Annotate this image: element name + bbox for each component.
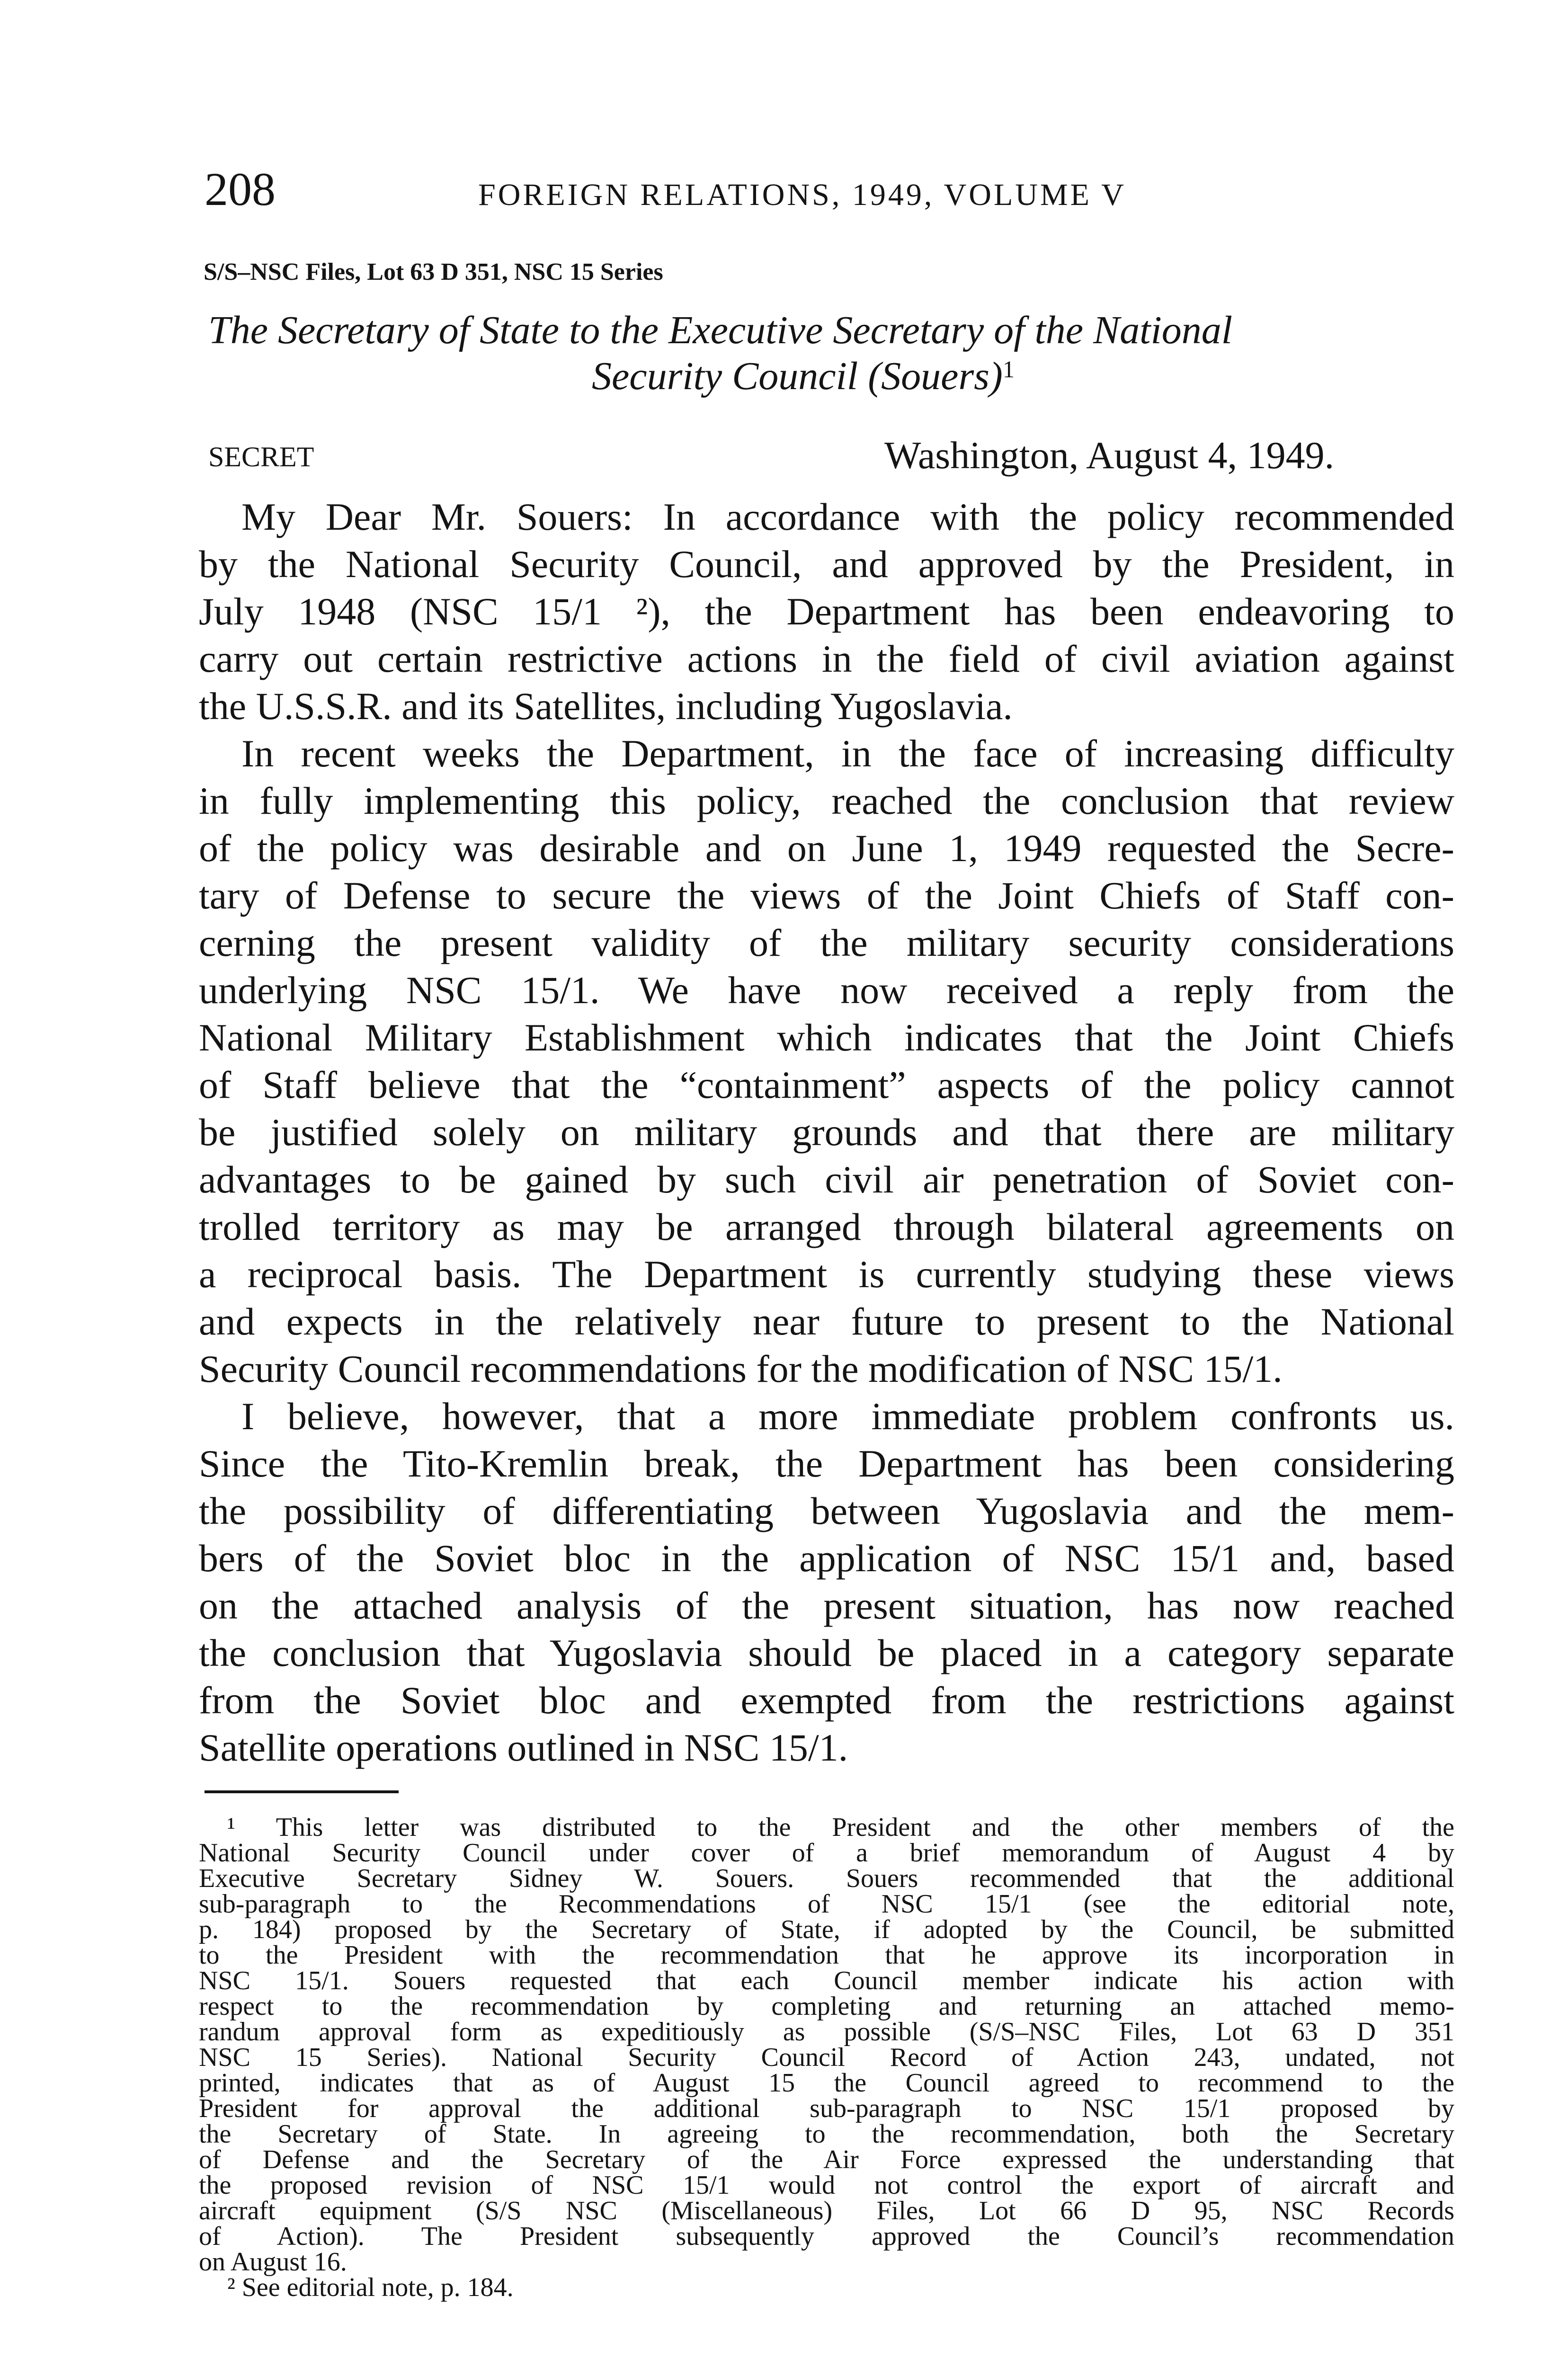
footnote-line: NSC 15 Series). National Security Council Record of Action 243, undated, not [199, 2043, 1454, 2072]
body-line: trolled territory as may be arranged through bilateral agreements on [199, 1205, 1454, 1248]
body-text [199, 493, 1454, 1771]
body-line: be justified solely on military grounds and that there are military [199, 1111, 1454, 1154]
footnote-line: p. 184) proposed by the Secretary of State, if adopted by the Council, be submitted [199, 1915, 1454, 1944]
footnote-line: printed, indicates that as of August 15 the Council agreed to recommend to the [199, 2068, 1454, 2098]
body-line: July 1948 (NSC 15/1 ²), the Department has been endeavoring to [199, 590, 1454, 633]
footnote-line: of Action). The President subsequently approved the Council’s recommendation [199, 2222, 1454, 2251]
footnote-line: randum approval form as expeditiously as possible (S/S–NSC Files, Lot 63 D 351 [199, 2017, 1454, 2047]
footnote-line: aircraft equipment (S/S NSC (Miscellaneous) Files, Lot 66 D 95, NSC Records [199, 2196, 1454, 2225]
body-line: My Dear Mr. Souers: In accordance with the policy recommended [241, 495, 1454, 538]
footnote-line: the Secretary of State. In agreeing to the recommendation, both the Secretary [199, 2119, 1454, 2149]
footnote-line: to the President with the recommendation that he approve its incorporation in [199, 1940, 1454, 1970]
body-line: on the attached analysis of the present situation, has now reached [199, 1584, 1454, 1627]
body-line: in fully implementing this policy, reached the conclusion that review [199, 779, 1454, 822]
body-line: In recent weeks the Department, in the face of increasing difficulty [241, 732, 1454, 775]
body-line: tary of Defense to secure the views of the Joint Chiefs of Staff con- [199, 874, 1454, 917]
footnote-line: ² See editorial note, p. 184. [227, 2273, 514, 2302]
body-line: of the policy was desirable and on June 1, 1949 requested the Secre- [199, 827, 1454, 870]
footnotes [199, 1815, 1454, 2300]
footnote-rule [205, 1790, 399, 1793]
footnote-line: sub-paragraph to the Recommendations of NSC 15/1 (see the editorial note, [199, 1889, 1454, 1919]
body-line: of Staff believe that the “containment” aspects of the policy cannot [199, 1063, 1454, 1106]
footnote-line: NSC 15/1. Souers requested that each Council member indicate his action with [199, 1966, 1454, 1995]
body-line: the U.S.S.R. and its Satellites, including Yugoslavia. [199, 685, 1013, 728]
body-line: the possibility of differentiating between Yugoslavia and the mem- [199, 1489, 1454, 1532]
body-line: National Military Establishment which indicates that the Joint Chiefs [199, 1016, 1454, 1059]
page-number: 208 [205, 163, 276, 215]
doc-title-line-2-text: Security Council (Souers) [592, 354, 1003, 398]
footnote-line: ¹ This letter was distributed to the President and the other members of the [227, 1813, 1454, 1842]
footnote-line: National Security Council under cover of a brief memorandum of August 4 by [199, 1838, 1454, 1868]
doc-title-line-1: The Secretary of State to the Executive Secretary of the National [208, 308, 1233, 352]
body-line: Security Council recommendations for the modification of NSC 15/1. [199, 1347, 1283, 1390]
dateline: Washington, August 4, 1949. [884, 434, 1335, 477]
classification: SECRET [208, 441, 314, 472]
running-title: FOREIGN RELATIONS, 1949, VOLUME V [478, 178, 1126, 212]
doc-title-line-2 [592, 353, 1015, 400]
footnote-ref-1: 1 [1002, 356, 1015, 383]
body-line: the conclusion that Yugoslavia should be placed in a category separate [199, 1631, 1454, 1674]
body-line: bers of the Soviet bloc in the application of NSC 15/1 and, based [199, 1537, 1454, 1580]
body-line: carry out certain restrictive actions in the field of civil aviation against [199, 637, 1454, 680]
body-line: underlying NSC 15/1. We have now received a reply from the [199, 969, 1454, 1012]
source-note: S/S–NSC Files, Lot 63 D 351, NSC 15 Series [204, 258, 663, 285]
footnote-line: the proposed revision of NSC 15/1 would not control the export of aircraft and [199, 2171, 1454, 2200]
footnote-line: President for approval the additional sub-paragraph to NSC 15/1 proposed by [199, 2094, 1454, 2123]
body-line: Since the Tito-Kremlin break, the Department has been considering [199, 1442, 1454, 1485]
body-line: cerning the present validity of the military security considerations [199, 921, 1454, 964]
body-line: Satellite operations outlined in NSC 15/1. [199, 1726, 848, 1769]
footnote-line: respect to the recommendation by completing and returning an attached memo- [199, 1992, 1454, 2021]
body-line: I believe, however, that a more immediate problem confronts us. [241, 1395, 1454, 1438]
footnote-line: of Defense and the Secretary of the Air Force expressed the understanding that [199, 2145, 1454, 2174]
body-line: a reciprocal basis. The Department is currently studying these views [199, 1253, 1454, 1296]
body-line: from the Soviet bloc and exempted from the restrictions against [199, 1679, 1454, 1722]
body-line: and expects in the relatively near future to present to the National [199, 1300, 1454, 1343]
body-line: advantages to be gained by such civil air penetration of Soviet con- [199, 1158, 1454, 1201]
body-line: by the National Security Council, and approved by the President, in [199, 543, 1454, 586]
footnote-line: Executive Secretary Sidney W. Souers. Souers recommended that the additional [199, 1864, 1454, 1893]
footnote-line: on August 16. [199, 2247, 347, 2277]
